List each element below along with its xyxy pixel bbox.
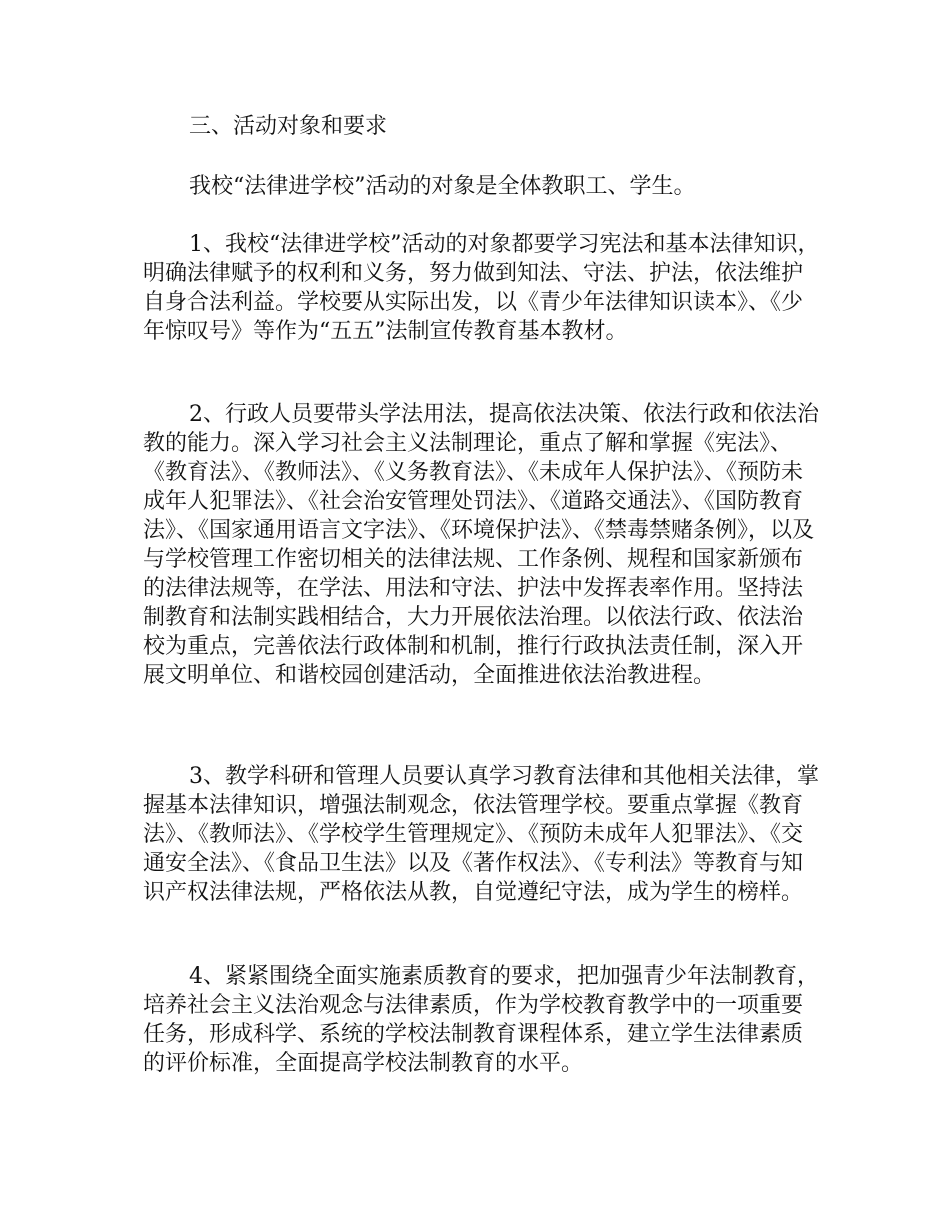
section-heading: 三、活动对象和要求 [189, 114, 388, 139]
intro-paragraph: 我校“法律进学校”活动的对象是全体教职工、学生。 [189, 174, 696, 199]
paragraph-2: 2、行政人员要带头学法用法，提高依法决策、依法行政和依法治教的能力。深入学习社会主义法制理论，重点了解和掌握《宪法》、《教育法》、《教师法》、《义务教育法》、《未成年人保护法》、《预防未成年人犯罪法》、《社会治安管理处罚法》、《道路交通法》、《国防教育法》、《国家通用语言文字法》、《环境保护法》、《禁毒禁赌条例》，以及与学校管理工作密切相关的法律法规、工作条例、规程和国家新颁布的法律法规等，在学法、用法和守法、护法中发挥表率作用。坚持法制教育和法制实践相结合，大力开展依法治理。以依法行政、依法治校为重点，完善依法行政体制和机制，推行行政执法责任制，深入开展文明单位、和谐校园创建活动，全面推进依法治教进程。 [143, 402, 819, 688]
paragraph-4: 4、紧紧围绕全面实施素质教育的要求，把加强青少年法制教育，培养社会主义法治观念与法律素质，作为学校教育教学中的一项重要任务，形成科学、系统的学校法制教育课程体系，建立学生法律素质的评价标准，全面提高学校法制教育的水平。 [143, 964, 819, 1076]
paragraph-3: 3、教学科研和管理人员要认真学习教育法律和其他相关法律，掌握基本法律知识，增强法制观念，依法管理学校。要重点掌握《教育法》、《教师法》、《学校学生管理规定》、《预防未成年人犯罪法》、《交通安全法》、《食品卫生法》以及《著作权法》、《专利法》等教育与知识产权法律法规，严格依法从教，自觉遵纪守法，成为学生的榜样。 [143, 764, 819, 905]
paragraph-1: 1、我校“法律进学校”活动的对象都要学习宪法和基本法律知识，明确法律赋予的权利和义务，努力做到知法、守法、护法，依法维护自身合法利益。学校要从实际出发，以《青少年法律知识读本》、《少年惊叹号》等作为“五五”法制宣传教育基本教材。 [143, 232, 820, 344]
